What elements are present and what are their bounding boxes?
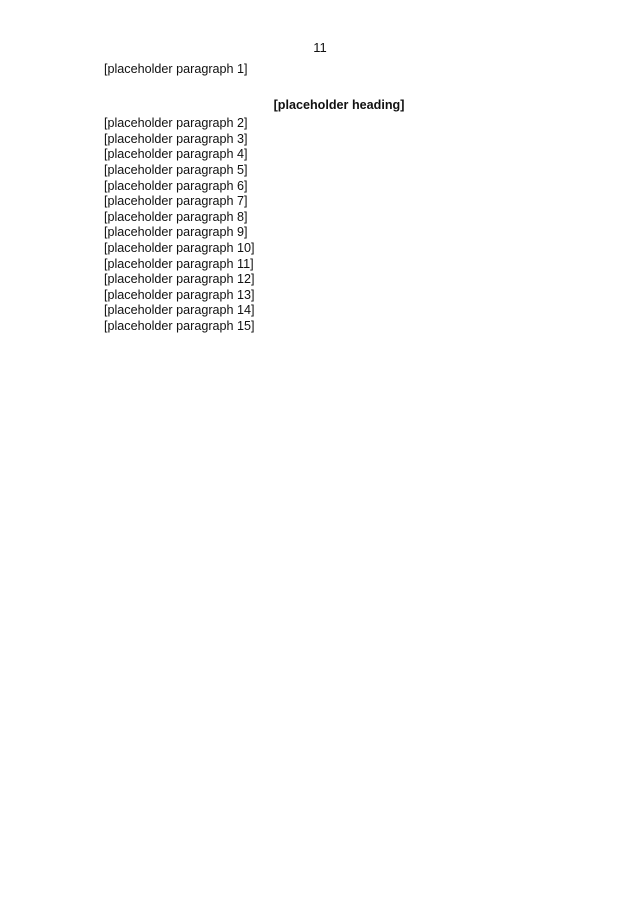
paragraph-10: [placeholder paragraph 10] [104, 240, 255, 255]
paragraph-9: [placeholder paragraph 9] [104, 225, 248, 240]
paragraph-5: [placeholder paragraph 5] [104, 162, 248, 177]
paragraph-8: [placeholder paragraph 8] [104, 209, 248, 224]
paragraph-3: [placeholder paragraph 3] [104, 131, 248, 146]
paragraph-12: [placeholder paragraph 12] [104, 272, 255, 287]
section-heading: [placeholder heading] [273, 97, 405, 112]
paragraph-6: [placeholder paragraph 6] [104, 178, 248, 193]
paragraph-7: [placeholder paragraph 7] [104, 194, 248, 209]
page-number: 11 [313, 40, 327, 55]
page-content [74, 62, 604, 335]
paragraph-15: [placeholder paragraph 15] [104, 318, 255, 333]
paragraph-14: [placeholder paragraph 14] [104, 303, 255, 318]
paragraph-11: [placeholder paragraph 11] [104, 256, 254, 271]
paragraph-2: [placeholder paragraph 2] [104, 116, 248, 131]
paragraph-4: [placeholder paragraph 4] [104, 147, 248, 162]
paragraph-1: [placeholder paragraph 1] [104, 62, 248, 76]
paragraph-13: [placeholder paragraph 13] [104, 287, 255, 302]
